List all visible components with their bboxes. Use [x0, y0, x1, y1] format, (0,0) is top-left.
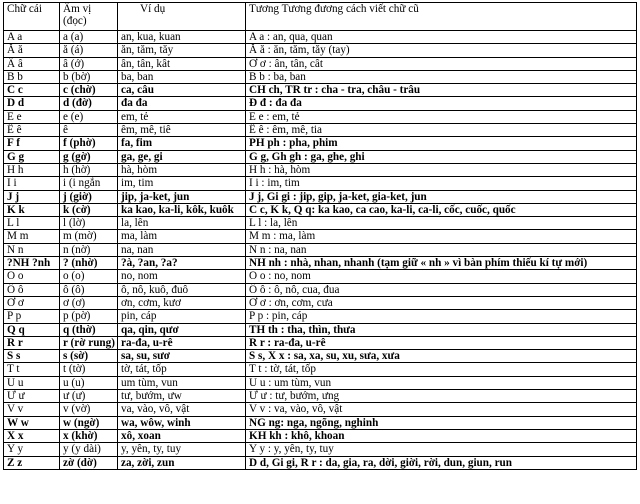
table-row [4, 456, 637, 469]
cell-letter: C c [4, 84, 60, 97]
cell-example: fa, fim [118, 137, 246, 150]
table-row [4, 350, 637, 363]
cell-letter: Y y [4, 443, 60, 456]
table-row [4, 376, 637, 389]
cell-old-spelling: CH ch, TR tr : cha - tra, châu - trâu [246, 84, 637, 97]
table-row [4, 310, 637, 323]
cell-example: ba, ban [118, 70, 246, 83]
cell-letter: P p [4, 310, 60, 323]
table-row [4, 363, 637, 376]
cell-old-spelling: Y y : y, yên, ty, tuy [246, 443, 637, 456]
cell-sound: ơ (ơ) [60, 296, 118, 309]
cell-example: ka kao, ka-li, kôk, kuôk [118, 203, 246, 216]
cell-letter: Ê ê [4, 124, 60, 137]
cell-letter: J j [4, 190, 60, 203]
cell-letter: W w [4, 416, 60, 429]
cell-example: im, tim [118, 177, 246, 190]
cell-example: qa, qin, qươ [118, 323, 246, 336]
header-letter: Chữ cái [4, 3, 60, 31]
table-row [4, 70, 637, 83]
cell-sound: ? (nhờ) [60, 257, 118, 270]
cell-old-spelling: R r : ra-đa, u-rê [246, 336, 637, 349]
header-example: Ví dụ [118, 3, 246, 31]
cell-letter: M m [4, 230, 60, 243]
cell-sound: x (khờ) [60, 429, 118, 442]
cell-example: la, lên [118, 217, 246, 230]
cell-sound: u (u) [60, 376, 118, 389]
cell-old-spelling: L l : la, lên [246, 217, 637, 230]
table-row [4, 177, 637, 190]
cell-letter: Â â [4, 57, 60, 70]
cell-letter: T t [4, 363, 60, 376]
cell-letter: Z z [4, 456, 60, 469]
cell-old-spelling: NG ng: nga, ngõng, nghinh [246, 416, 637, 429]
cell-old-spelling: M m : ma, làm [246, 230, 637, 243]
cell-letter: S s [4, 350, 60, 363]
cell-example: an, kua, kuan [118, 31, 246, 44]
cell-letter: X x [4, 429, 60, 442]
cell-old-spelling: T t : tờ, tát, tốp [246, 363, 637, 376]
table-row [4, 203, 637, 216]
cell-old-spelling: H h : hà, hòm [246, 163, 637, 176]
cell-example: za, zời, zun [118, 456, 246, 469]
cell-old-spelling: B b : ba, ban [246, 70, 637, 83]
cell-example: ca, câu [118, 84, 246, 97]
cell-example: no, nom [118, 270, 246, 283]
cell-letter: Q q [4, 323, 60, 336]
cell-sound: d (đờ) [60, 97, 118, 110]
cell-letter: R r [4, 336, 60, 349]
alphabet-comparison-table [3, 2, 637, 470]
cell-example: ô, nô, kuô, đuô [118, 283, 246, 296]
cell-sound: ô (ô) [60, 283, 118, 296]
cell-sound: l (lờ) [60, 217, 118, 230]
cell-letter: B b [4, 70, 60, 83]
table-row [4, 443, 637, 456]
cell-sound: c (chờ) [60, 84, 118, 97]
cell-letter: Ư ư [4, 390, 60, 403]
table-row [4, 323, 637, 336]
cell-sound: ư (ư) [60, 390, 118, 403]
cell-sound: t (tờ) [60, 363, 118, 376]
cell-old-spelling: Ư ư : tư, bướm, ưng [246, 390, 637, 403]
cell-letter: I i [4, 177, 60, 190]
cell-sound: â (ớ) [60, 57, 118, 70]
cell-letter: ?NH ?nh [4, 257, 60, 270]
cell-sound: i (i ngắn [60, 177, 118, 190]
cell-example: y, yên, ty, tuy [118, 443, 246, 456]
cell-sound: k (cờ) [60, 203, 118, 216]
cell-example: um tùm, vun [118, 376, 246, 389]
cell-example: tư, bướm, ưw [118, 390, 246, 403]
table-row [4, 110, 637, 123]
table-row [4, 84, 637, 97]
cell-old-spelling: S s, X x : sa, xa, su, xu, sưa, xưa [246, 350, 637, 363]
cell-sound: v (vờ) [60, 403, 118, 416]
cell-old-spelling: E e : em, tẻ [246, 110, 637, 123]
cell-old-spelling: TH th : tha, thìn, thưa [246, 323, 637, 336]
cell-sound: n (nờ) [60, 243, 118, 256]
cell-sound: y (y dài) [60, 443, 118, 456]
cell-old-spelling: D d, Gi gi, R r : da, gia, ra, dời, giời, rời, dun, giun, run [246, 456, 637, 469]
cell-letter: N n [4, 243, 60, 256]
cell-letter: A a [4, 31, 60, 44]
table-row [4, 270, 637, 283]
cell-letter: Ô ô [4, 283, 60, 296]
table-row [4, 403, 637, 416]
cell-example: êm, mê, tiê [118, 124, 246, 137]
cell-sound: p (pờ) [60, 310, 118, 323]
cell-sound: w (ngờ) [60, 416, 118, 429]
cell-letter: E e [4, 110, 60, 123]
cell-old-spelling: Ô ô : ô, nô, cua, đua [246, 283, 637, 296]
cell-example: xô, xoan [118, 429, 246, 442]
cell-old-spelling: G g, Gh gh : ga, ghe, ghi [246, 150, 637, 163]
table-row [4, 190, 637, 203]
cell-example: ra-đa, u-rê [118, 336, 246, 349]
cell-sound: q (thờ) [60, 323, 118, 336]
cell-sound: zờ (dờ) [60, 456, 118, 469]
cell-sound: g (gờ) [60, 150, 118, 163]
cell-old-spelling: O o : no, nom [246, 270, 637, 283]
cell-old-spelling: U u : um tùm, vun [246, 376, 637, 389]
cell-old-spelling: KH kh : khô, khoan [246, 429, 637, 442]
cell-letter: H h [4, 163, 60, 176]
cell-example: đa đa [118, 97, 246, 110]
cell-letter: Ơ ơ [4, 296, 60, 309]
cell-sound: b (bờ) [60, 70, 118, 83]
table-row [4, 44, 637, 57]
table-row [4, 31, 637, 44]
header-old-spelling: Tương Tương đương cách viết chữ cũ [246, 3, 637, 31]
cell-old-spelling: N n : na, nan [246, 243, 637, 256]
cell-old-spelling: Ă ă : ăn, tăm, tăy (tay) [246, 44, 637, 57]
table-row [4, 137, 637, 150]
cell-letter: F f [4, 137, 60, 150]
cell-sound: e (e) [60, 110, 118, 123]
header-sound: Âm vị (đọc) [60, 3, 118, 31]
table-row [4, 163, 637, 176]
cell-example: tờ, tát, tốp [118, 363, 246, 376]
cell-old-spelling: PH ph : pha, phim [246, 137, 637, 150]
cell-example: ăn, tăm, tăy [118, 44, 246, 57]
table-row [4, 124, 637, 137]
table-row [4, 57, 637, 70]
table-row [4, 296, 637, 309]
cell-letter: U u [4, 376, 60, 389]
cell-sound: m (mờ) [60, 230, 118, 243]
cell-old-spelling: V v : va, vào, vô, vật [246, 403, 637, 416]
cell-example: sa, su, sươ [118, 350, 246, 363]
cell-letter: K k [4, 203, 60, 216]
cell-example: ma, làm [118, 230, 246, 243]
cell-sound: s (sờ) [60, 350, 118, 363]
cell-example: ơn, cơm, kươ [118, 296, 246, 309]
cell-example: ga, ge, gi [118, 150, 246, 163]
cell-example: ?à, ?an, ?a? [118, 257, 246, 270]
cell-sound: h (hờ) [60, 163, 118, 176]
cell-old-spelling: NH nh : nhà, nhan, nhanh (tạm giữ « nh » vì bàn phím thiếu kí tự mới) [246, 257, 637, 270]
cell-sound: ê [60, 124, 118, 137]
cell-old-spelling: C c, K k, Q q: ka kao, ca cao, ka-li, ca-li, cốc, cuốc, quốc [246, 203, 637, 216]
cell-example: jip, ja-ket, jun [118, 190, 246, 203]
cell-example: hà, hòm [118, 163, 246, 176]
table-row [4, 150, 637, 163]
cell-sound: f (phờ) [60, 137, 118, 150]
cell-letter: V v [4, 403, 60, 416]
cell-old-spelling: P p : pin, cáp [246, 310, 637, 323]
cell-old-spelling: J j, Gi gi : jip, gip, ja-ket, gia-ket, jun [246, 190, 637, 203]
table-row [4, 243, 637, 256]
table-row [4, 97, 637, 110]
table-row [4, 336, 637, 349]
cell-old-spelling: I i : im, tim [246, 177, 637, 190]
cell-example: em, tẻ [118, 110, 246, 123]
cell-old-spelling: Ơ ơ : ân, tân, cât [246, 57, 637, 70]
table-row [4, 416, 637, 429]
cell-example: pin, cáp [118, 310, 246, 323]
cell-example: na, nan [118, 243, 246, 256]
cell-example: va, vào, vô, vật [118, 403, 246, 416]
cell-letter: L l [4, 217, 60, 230]
cell-old-spelling: Đ đ : đa đa [246, 97, 637, 110]
cell-old-spelling: Ơ ơ : ơn, cơm, cưa [246, 296, 637, 309]
table-row [4, 283, 637, 296]
cell-sound: a (a) [60, 31, 118, 44]
table-row [4, 429, 637, 442]
table-header-row [4, 3, 637, 31]
table-row [4, 217, 637, 230]
cell-sound: o (o) [60, 270, 118, 283]
cell-letter: G g [4, 150, 60, 163]
cell-letter: O o [4, 270, 60, 283]
cell-sound: ă (á) [60, 44, 118, 57]
cell-old-spelling: A a : an, qua, quan [246, 31, 637, 44]
cell-sound: r (rờ rung) [60, 336, 118, 349]
cell-old-spelling: Ê ê : êm, mê, tia [246, 124, 637, 137]
table-row [4, 390, 637, 403]
cell-letter: D d [4, 97, 60, 110]
cell-sound: j (giờ) [60, 190, 118, 203]
table-body [4, 31, 637, 470]
cell-example: wa, wôw, winh [118, 416, 246, 429]
alphabet-table-wrapper [3, 2, 637, 470]
table-row [4, 257, 637, 270]
table-row [4, 230, 637, 243]
cell-example: ân, tân, kât [118, 57, 246, 70]
cell-letter: Ă ă [4, 44, 60, 57]
